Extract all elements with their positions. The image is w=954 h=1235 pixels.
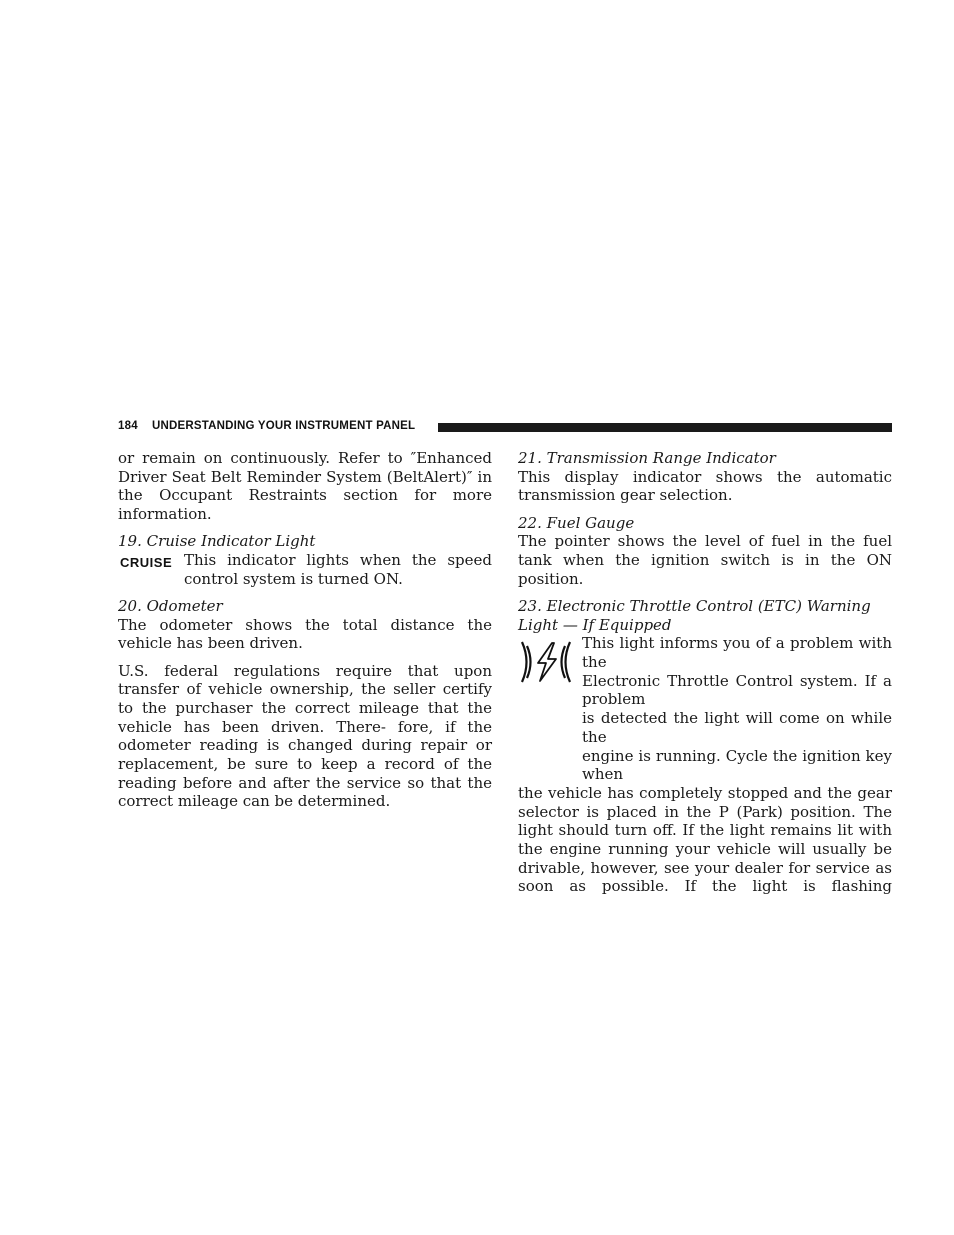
etc-line-2: Electronic Throttle Control system. If a problem	[582, 671, 892, 709]
etc-warning-icon	[518, 638, 574, 686]
section-title: UNDERSTANDING YOUR INSTRUMENT PANEL	[152, 420, 416, 432]
odometer-paragraph-2: U.S. federal regulations require that upon transfer of vehicle ownership, the seller certify to the purchaser the correct mileage that the vehicle has been driven. There- fore, if the odometer reading is changed during repair or replacement, be sure to keep a record of the reading before and after the service so that the correct mileage can be determined.	[118, 661, 492, 811]
intro-paragraph: or remain on continuously. Refer to ″Enhanced Driver Seat Belt Reminder System (BeltAlert)″ in the Occupant Restraints section for more information.	[118, 449, 492, 524]
right-column	[518, 449, 892, 896]
header-rule	[438, 423, 892, 432]
odometer-paragraph-1: The odometer shows the total distance the vehicle has been driven.	[118, 615, 492, 653]
page-number: 184	[118, 420, 138, 432]
etc-block	[518, 634, 892, 896]
etc-heading: 23. Electronic Throttle Control (ETC) Warning Light — If Equipped	[518, 596, 871, 634]
cruise-heading: 19. Cruise Indicator Light	[118, 532, 316, 551]
etc-line-1: This light informs you of a problem with the	[582, 634, 892, 672]
etc-line-4: engine is running. Cycle the ignition key when	[582, 746, 892, 784]
fuel-gauge-paragraph: The pointer shows the level of fuel in the fuel tank when the ignition switch is in the ON position.	[518, 532, 892, 588]
cruise-indicator-icon: CRUISE	[120, 555, 173, 571]
cruise-paragraph: This indicator lights when the speed control system is turned ON.	[184, 551, 492, 588]
page-header	[118, 419, 892, 435]
left-column	[118, 449, 492, 811]
odometer-heading: 20. Odometer	[118, 596, 223, 615]
fuel-gauge-heading: 22. Fuel Gauge	[518, 513, 635, 532]
etc-paragraph-rest: the vehicle has completely stopped and the gear selector is placed in the P (Park) position. The light should turn off. If the light remains lit with the engine running your vehicle will usually be drivable, however, see your dealer for service as soon as possible. If the light is flashing	[518, 783, 892, 896]
etc-line-3: is detected the light will come on while the	[582, 709, 892, 746]
transmission-paragraph: This display indicator shows the automatic transmission gear selection.	[518, 467, 892, 505]
cruise-block	[118, 551, 492, 588]
transmission-heading: 21. Transmission Range Indicator	[518, 449, 776, 467]
